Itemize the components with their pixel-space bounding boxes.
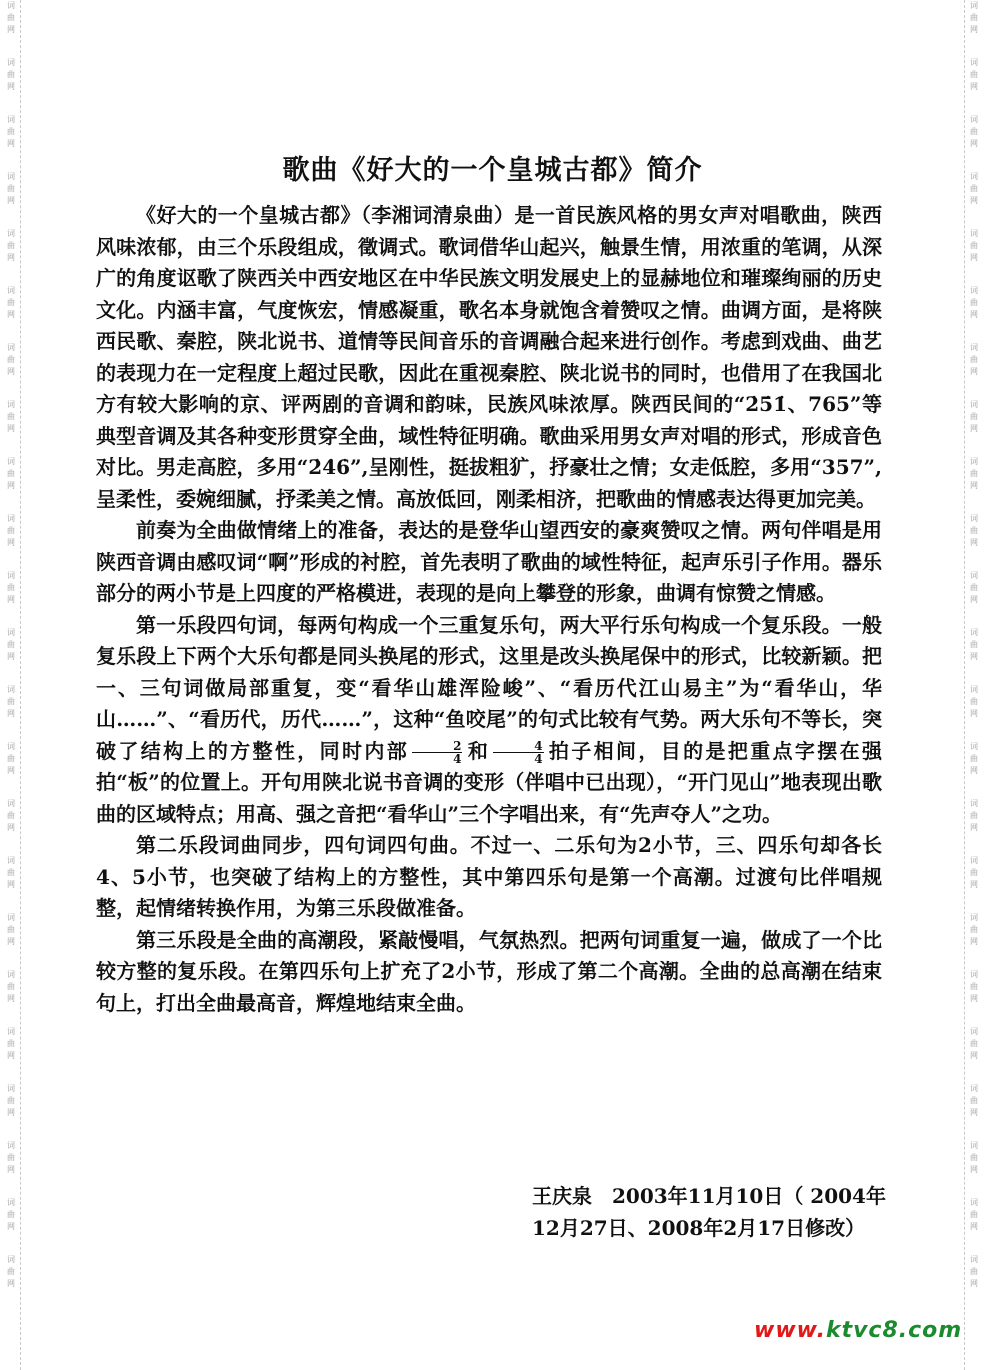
watermark-text: 词 曲 网 bbox=[7, 1141, 15, 1174]
watermark-text: 词 曲 网 bbox=[7, 799, 15, 832]
page-title: 歌曲《好大的一个皇城古都》简介 bbox=[282, 155, 703, 187]
watermark-text: 词 曲 网 bbox=[970, 229, 978, 262]
watermark-text: 词 曲 网 bbox=[970, 913, 978, 946]
site-logo-part-2: ktvc8.com bbox=[825, 1318, 963, 1343]
watermark-text: 词 曲 网 bbox=[970, 628, 978, 661]
watermark-text: 词 曲 网 bbox=[970, 1255, 978, 1288]
signature-line-2: 12月27日、2008年2月17日修改） bbox=[532, 1216, 866, 1240]
time-signature bbox=[412, 740, 462, 765]
watermark-text: 词 曲 网 bbox=[7, 115, 15, 148]
watermark-text: 词 曲 网 bbox=[7, 685, 15, 718]
watermark-text: 词 曲 网 bbox=[7, 457, 15, 490]
watermark-text: 词 曲 网 bbox=[970, 115, 978, 148]
watermark-text: 词 曲 网 bbox=[7, 970, 15, 1003]
paragraph-text: 第二乐段词曲同步，四句词四句曲。不过一、二乐句为2小节，三、四乐句却各长4、5小节，也突破了结构上的方整性，其中第四乐句是第一个高潮。过渡句比伴唱规整，起情绪转换作用，为第三乐段做准备。 bbox=[96, 833, 882, 920]
watermark-text: 词 曲 网 bbox=[970, 856, 978, 889]
signature-block bbox=[532, 1180, 886, 1244]
watermark-text: 词 曲 网 bbox=[970, 172, 978, 205]
watermark-text: 词 曲 网 bbox=[7, 58, 15, 91]
signature-line-1: 王庆泉 2003年11月10日（ 2004年 bbox=[532, 1184, 886, 1208]
paragraph-text: ”等典型音调及其各种变形贯穿全曲，域性特征明确。歌曲采用男女声对唱的形式，形成音色对比。男走高腔，多用“ bbox=[96, 392, 882, 479]
watermark-text: 词 曲 网 bbox=[970, 343, 978, 376]
watermark-text: 词 曲 网 bbox=[970, 286, 978, 319]
watermark-text: 词 曲 网 bbox=[970, 1198, 978, 1231]
time-signature bbox=[493, 740, 543, 765]
paragraph-text: 和 bbox=[465, 738, 491, 763]
time-signature-bottom: 4 bbox=[453, 751, 462, 766]
site-logo-part-1: www. bbox=[754, 1318, 826, 1343]
watermark-text: 词 曲 网 bbox=[970, 400, 978, 433]
watermark-text: 词 曲 网 bbox=[970, 742, 978, 775]
watermark-text: 词 曲 网 bbox=[970, 799, 978, 832]
right-margin-watermark bbox=[964, 0, 983, 1370]
watermark-text: 词 曲 网 bbox=[7, 1027, 15, 1060]
watermark-text: 词 曲 网 bbox=[7, 1084, 15, 1117]
watermark-text: 词 曲 网 bbox=[7, 571, 15, 604]
watermark-text: 词 曲 网 bbox=[970, 970, 978, 1003]
paragraph bbox=[96, 610, 882, 831]
watermark-text: 词 曲 网 bbox=[970, 1027, 978, 1060]
watermark-text: 词 曲 网 bbox=[7, 514, 15, 547]
watermark-text: 词 曲 网 bbox=[970, 514, 978, 547]
watermark-text: 词 曲 网 bbox=[970, 1, 978, 34]
paragraph-text: 拍子相间，目的是把重点字摆在强拍“板”的位置上。开句用陕北说书音调的变形（伴唱中已出现），“开门见山”地表现出歌曲的区域特点；用高、强之音把“看华山”三个字唱出来，有“先声夺人”之功。 bbox=[96, 738, 883, 826]
paragraph-text: 前奏为全曲做情绪上的准备，表达的是登华山望西安的豪爽赞叹之情。两句伴唱是用陕西音调由感叹词“啊”形成的衬腔，首先表明了歌曲的域性特征，起声乐引子作用。器乐部分的两小节是上四度的严格模进，表现的是向上攀登的形象，曲调有惊赞之情感。 bbox=[96, 518, 882, 605]
paragraph-text: 2̇4̇6̇ bbox=[308, 455, 351, 479]
paragraph-text: ”,呈刚性，挺拔粗犷，抒豪壮之情；女走低腔，多用“357”,呈柔性，委婉细腻，抒柔美之情。高放低回，刚柔相济，把歌曲的情感表达得更加完美。 bbox=[96, 455, 882, 511]
watermark-text: 词 曲 网 bbox=[7, 286, 15, 319]
time-signature-top: 4 bbox=[493, 740, 543, 753]
time-signature-bottom: 4 bbox=[534, 751, 543, 766]
watermark-text: 词 曲 网 bbox=[970, 1141, 978, 1174]
watermark-text: 词 曲 网 bbox=[7, 172, 15, 205]
watermark-text: 词 曲 网 bbox=[7, 856, 15, 889]
paragraph-text: 《好大的一个皇城古都》（李湘词清泉曲）是一首民族风格的男女声对唱歌曲，陕西风味浓郁，由三个乐段组成，徵调式。歌词借华山起兴，触景生情，用浓重的笔调，从深广的角度讴歌了陕西关中西安地区在中华民族文明发展史上的显赫地位和璀璨绚丽的历史文化。内涵丰富，气度恢宏，情感凝重，歌名本身就饱含着赞叹之情。曲调方面，是将陕西民歌、秦腔，陕北说书、道情等民间音乐的音调融合起来进行创作。考虑到戏曲、曲艺的表现力在一定程度上超过民歌，因此在重视秦腔、陕北说书的同时，也借用了在我国北方有较大影响的京、评两剧的音调和韵味，民族风味浓厚。陕西民间的“ bbox=[96, 203, 882, 416]
watermark-text: 词 曲 网 bbox=[7, 229, 15, 262]
watermark-text: 词 曲 网 bbox=[970, 685, 978, 718]
paragraph bbox=[96, 515, 882, 610]
left-margin-watermark bbox=[2, 0, 21, 1370]
watermark-text: 词 曲 网 bbox=[7, 1255, 15, 1288]
time-signature-top: 2 bbox=[412, 740, 462, 753]
watermark-text: 词 曲 网 bbox=[970, 58, 978, 91]
paragraph-text: 第三乐段是全曲的高潮段，紧敲慢唱，气氛热烈。把两句词重复一遍，做成了一个比较方整的复乐段。在第四乐句上扩充了2小节，形成了第二个高潮。全曲的总高潮在结束句上，打出全曲最高音，辉煌地结束全曲。 bbox=[96, 927, 882, 1015]
paragraph-text: 第一乐段四句词，每两句构成一个三重复乐句，两大平行乐句构成一个复乐段。一般复乐段上下两个大乐句都是同头换尾的形式，这里是改头换尾保中的形式，比较新颖。把一、三句词做局部重复，变“看华山雄浑险峻”、“看历代江山易主”为“看华山，华山……”、“看历代，历代……”，这种“鱼咬尾”的句式比较有气势。两大乐句不等长，突破了结构上的方整性，同时内部 bbox=[96, 612, 882, 763]
paragraph-text: 2̇5̇1̇、765 bbox=[745, 392, 850, 416]
paragraph bbox=[96, 830, 882, 925]
watermark-text: 词 曲 网 bbox=[970, 457, 978, 490]
watermark-text: 词 曲 网 bbox=[7, 1, 15, 34]
watermark-text: 词 曲 网 bbox=[970, 1084, 978, 1117]
watermark-text: 词 曲 网 bbox=[7, 400, 15, 433]
watermark-text: 词 曲 网 bbox=[7, 628, 15, 661]
paragraph bbox=[96, 925, 882, 1020]
article-body bbox=[96, 200, 882, 1019]
watermark-text: 词 曲 网 bbox=[7, 343, 15, 376]
site-logo bbox=[754, 1318, 962, 1343]
watermark-text: 词 曲 网 bbox=[970, 571, 978, 604]
watermark-text: 词 曲 网 bbox=[7, 1198, 15, 1231]
watermark-text: 词 曲 网 bbox=[7, 742, 15, 775]
watermark-text: 词 曲 网 bbox=[7, 913, 15, 946]
paragraph bbox=[96, 200, 882, 515]
